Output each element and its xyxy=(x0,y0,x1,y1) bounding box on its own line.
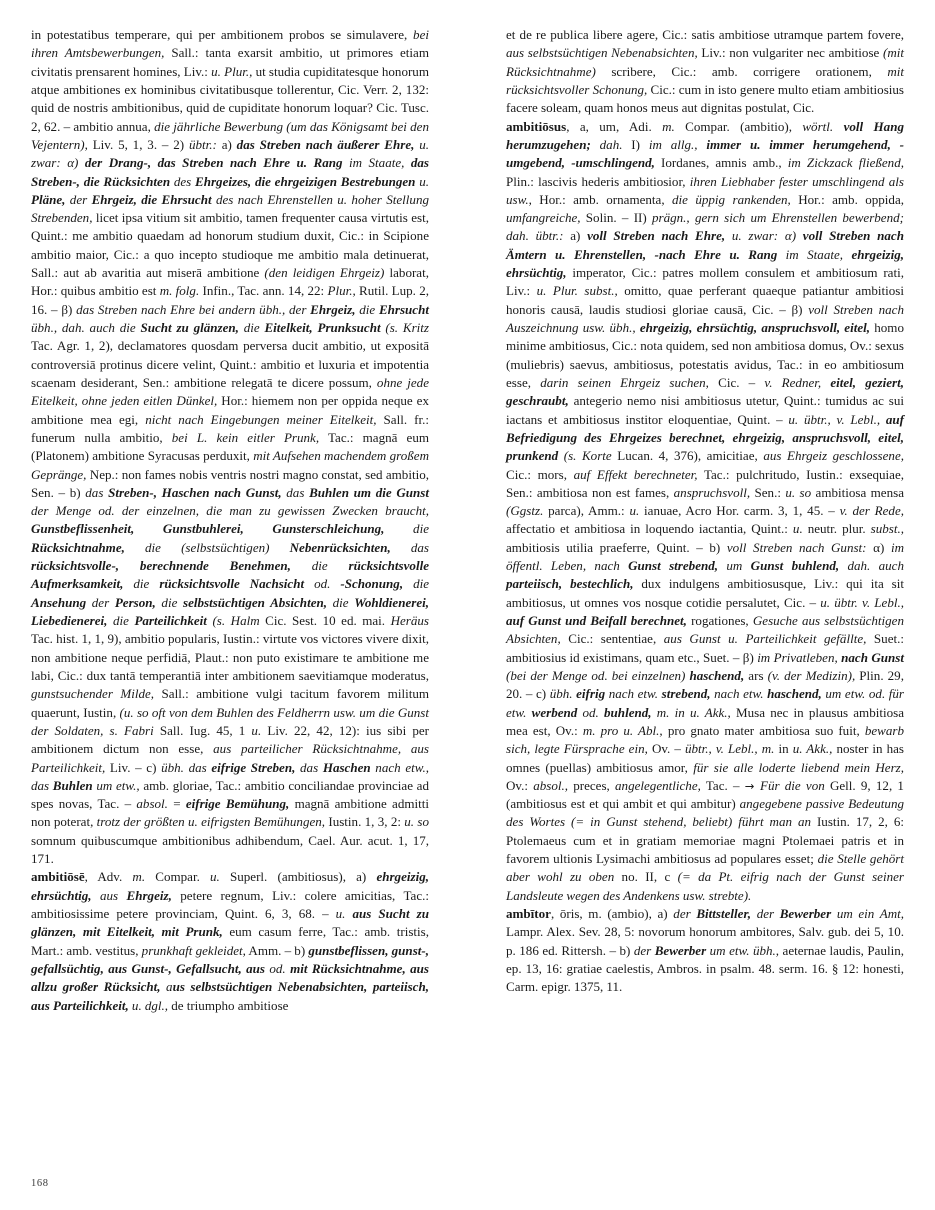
gloss-bold-italic: haschend, xyxy=(689,667,745,683)
gloss-italic: (den leidigen Ehrgeiz) xyxy=(264,265,385,281)
gloss-italic: darin seinen Ehrgeiz suchen, xyxy=(540,374,709,390)
latin-text: Plin. 29, 20. – c) xyxy=(506,667,904,702)
gloss-bold-italic: eifrig xyxy=(576,686,606,702)
gloss-italic: bei L. kein eitler Prunk, xyxy=(171,429,320,445)
latin-text: et de re publica libere agere, Cic.: satis ambitiose utramque partem fovere, xyxy=(506,27,904,42)
latin-text: antegerio nemo nisi ambitiosus utetur, Quint.: tumidus ac sui iactans et ambitiosus institor eloquentiae, Quint. – xyxy=(506,393,904,427)
gloss-italic: u. xyxy=(335,906,353,921)
latin-text: Compar. (ambitio), xyxy=(674,118,803,134)
gloss-italic: Plur., xyxy=(327,283,356,299)
latin-text: in xyxy=(774,741,793,757)
gloss-bold-italic: ehrgeizig, ehrsüchtig, xyxy=(31,869,429,903)
gloss-italic: aus parteilicher Rücksichtnahme, aus Parteilichkeit, xyxy=(31,741,429,775)
latin-text: Lampr. Alex. Sev. 28, 5: novorum honorum ambitores, Salv. gub. dei 5, 10. p. 186 ed. Rittersh. – b) xyxy=(506,924,904,958)
gloss-italic: od. xyxy=(577,704,605,720)
gloss-italic: u. so xyxy=(785,484,812,500)
latin-text: Sen.: xyxy=(750,484,786,500)
latin-text: Iordanes, amnis amb., xyxy=(654,155,788,171)
latin-text: Cic.: mors, xyxy=(506,466,574,482)
gloss-bold-italic: Pläne, xyxy=(31,191,66,207)
gloss-italic: im Staate, xyxy=(342,155,411,171)
gloss-bold-italic: Bewerber xyxy=(654,942,707,958)
gloss-italic: ohne jede Eitelkeit, ohne jeden eitlen Dünkel, xyxy=(31,374,429,409)
gloss-italic: aus selbstsüchtigen Nebenabsichten, xyxy=(506,45,698,61)
gloss-italic: gunstsuchender Milde, xyxy=(31,686,155,702)
gloss-bold-italic: immer u. immer herumgehend, -umgebend, -umschlingend, xyxy=(506,136,904,171)
latin-text: in potestatibus temperare, qui per ambitionem probos se simulavere, xyxy=(31,27,414,42)
latin-text: Cic. Sest. 10 ed. mai. xyxy=(259,613,391,628)
gloss-italic: voll Streben nach Gunst: xyxy=(726,539,867,555)
gloss-italic: um etw. übh., xyxy=(706,942,780,958)
gloss-bold-italic: Bittsteller, xyxy=(696,906,752,921)
gloss-bold-italic: Ehrgeiz, die Ehrsucht xyxy=(91,191,212,207)
gloss-italic: dah. auch xyxy=(839,558,904,574)
gloss-bold-italic: buhlend, xyxy=(604,704,652,720)
gloss-italic: des nach Ehrenstellen u. hoher Stellung Strebenden, xyxy=(31,191,429,226)
latin-text: Sall. Iug. 45, 1 xyxy=(153,722,252,738)
gloss-italic: voll Streben nach Auszeichnung usw. übh., xyxy=(506,301,904,335)
gloss-italic: u. übtr. v. Lebl., xyxy=(820,594,905,610)
entry-headword: ambitiōsus xyxy=(506,118,567,134)
latin-text: , ōris, m. (ambio), a) xyxy=(550,906,674,921)
latin-text: Liv. 5, 1, 3. – 2) xyxy=(87,136,189,152)
gloss-italic: übtr., v. Lebl., m. xyxy=(684,741,775,757)
gloss-italic: m. xyxy=(662,118,675,134)
latin-text: de triumpho ambitiose xyxy=(168,997,289,1013)
latin-text: somnum quibuscumque ambitionibus adhibendum, Cael. Aur. acut. 1, 17, 171. xyxy=(31,832,429,867)
gloss-italic: (s. Halm xyxy=(206,613,260,628)
gloss-italic: nach etw. xyxy=(710,686,768,702)
gloss-bold-italic: voll Streben nach Ehre, xyxy=(587,228,726,244)
gloss-italic: die xyxy=(123,576,160,592)
gloss-italic: für sie alle loderte liebend mein Herz, xyxy=(693,759,904,775)
gloss-italic: im Privatleben, xyxy=(757,649,842,665)
gloss-bold-italic: Buhlen um die Gunst xyxy=(309,484,429,500)
gloss-italic: das xyxy=(85,484,109,500)
gloss-italic: (= da Pt. eifrig nach der Gunst seiner Landsleute wegen des Andenkens usw. strebte). xyxy=(506,869,904,903)
entry-headword: ambītor xyxy=(506,906,551,921)
gloss-bold-italic: ehrgeizig, ehrsüchtig, anspruchsvoll, eitel, xyxy=(639,320,871,335)
gloss-italic: der xyxy=(673,906,697,921)
latin-text: Superl. (ambitiosus), a) xyxy=(219,869,377,885)
gloss-bold-italic: Wohldienerei, Liebedienerei, xyxy=(31,594,430,628)
page-number: 168 xyxy=(31,1178,49,1189)
latin-text: Hor.: amb. ornamenta, xyxy=(531,191,673,207)
gloss-italic: trotz der größten u. eifrigsten Bemühungen, xyxy=(96,814,326,830)
gloss-italic: u. xyxy=(629,503,640,519)
gloss-bold-italic: us selbstsüchtigen Nebenabsichten, parteiisch, aus Parteilichkeit, xyxy=(31,979,429,1013)
gloss-bold-italic: rücksichtsvolle Aufmerksamkeit, xyxy=(31,558,429,592)
gloss-italic: auf Effekt berechneter, xyxy=(573,466,698,482)
gloss-italic: um etw. od. für etw. xyxy=(506,686,905,720)
gloss-italic: der Menge od. der einzelnen, die man zu gewissen Zwecken braucht, xyxy=(31,503,429,519)
gloss-italic: m. xyxy=(132,869,146,885)
gloss-italic: die üppig rankenden, xyxy=(672,191,791,207)
gloss-italic: ihren Liebhaber fester umschlingend als usw., xyxy=(506,173,904,207)
gloss-bold-italic: haschend, xyxy=(767,686,822,702)
gloss-bold-italic: Person, xyxy=(114,594,156,610)
latin-text: Iustin. 17, 2, 6: Ptolemaeus cum et in gratiam memoriae magni Ptolemaei patris et in favorem ultionis Lysimachi ambitiosus ad populares esset; xyxy=(506,814,905,867)
gloss-italic: absol., xyxy=(533,777,568,793)
gloss-italic: u. so xyxy=(404,814,429,830)
gloss-italic: das xyxy=(295,759,323,775)
gloss-italic: im Zickzack fließend, xyxy=(787,155,904,171)
gloss-italic: das xyxy=(281,484,310,500)
latin-text: imperator, Cic.: patres mollem consulem et ambitiosum rati, Liv.: xyxy=(506,265,904,299)
latin-text: noster in has omnes (puellas) ambitiosus amor, xyxy=(506,741,904,775)
latin-text: Hor.: hiemem non per oppida neque ex ambitione mea egi, xyxy=(31,393,429,427)
latin-text: laborat, Hor.: quibus ambitio est xyxy=(31,265,429,299)
gloss-bold-italic: Nebenrücksichten, xyxy=(289,539,391,555)
latin-text: Liv. – c) xyxy=(105,759,162,775)
page-columns xyxy=(31,26,904,1161)
latin-text: Ov.: xyxy=(506,777,534,793)
dictionary-entry xyxy=(506,905,904,997)
gloss-italic: die xyxy=(384,521,429,537)
latin-text: affectatio et ambitiosa in loquendo iactantia, Quint.: xyxy=(506,521,793,537)
gloss-italic: um xyxy=(718,558,751,574)
gloss-italic: des xyxy=(170,173,196,189)
gloss-italic: aus Ehrgeiz geschlossene, xyxy=(763,448,904,464)
latin-text: Compar. xyxy=(145,869,211,885)
gloss-italic: (Ggstz. xyxy=(506,503,544,519)
gloss-italic: a xyxy=(160,979,173,995)
latin-text: Tac. Agr. 1, 2), declamatores quosdam perversa ducit ambitio, ut expositā controversiā protinus dicere velint, Quint.: ambitio et luxuria et impotentia scaenam desiderant, Sen.: ambitione relegatā te dicere possum, xyxy=(31,338,429,390)
gloss-bold-italic: Parteilichkeit xyxy=(134,613,207,628)
gloss-italic: übtr.: xyxy=(188,136,217,152)
gloss-italic: u. zwar: α) xyxy=(725,228,803,244)
gloss-italic: (u. so oft von dem Buhlen des Feldherrn usw. um die Gunst der Soldaten, s. Fabri xyxy=(31,704,429,738)
gloss-bold-italic: Ehrgeiz, xyxy=(126,887,172,903)
gloss-bold-italic: Ehrsucht xyxy=(378,301,429,317)
gloss-bold-italic: ehrgeizig, ehrsüchtig, xyxy=(506,246,904,281)
left-text-column xyxy=(31,26,429,1015)
latin-text: Lucan. 4, 376), amicitiae, xyxy=(611,448,764,464)
latin-text: Suet.: ambitiosius id existimans, quam etc., Suet. – β) xyxy=(506,631,905,665)
latin-text: Sall.: ambitione vulgi tacitum favorem militum quaerunt, Iustin, xyxy=(31,686,429,720)
gloss-italic: die xyxy=(327,594,355,610)
gloss-bold-italic: Ansehung xyxy=(31,594,87,610)
latin-text: Iustin. 1, 3, 2: xyxy=(325,814,405,830)
latin-text: petere regnum, Liv.: colere amicitias, Tac.: ambitiosissime petere provinciam, Quint. 6, 3, 68. – xyxy=(31,887,430,921)
gloss-bold-italic: Ehrgeiz, xyxy=(310,301,356,317)
gloss-italic: v. Redner, xyxy=(764,374,831,390)
gloss-italic: od. xyxy=(264,960,291,976)
gloss-italic: die xyxy=(355,301,379,317)
gloss-italic: um ein Amt, xyxy=(831,906,905,921)
gloss-bold-italic: eifrige Streben, xyxy=(211,759,296,775)
gloss-italic: Für die von xyxy=(759,777,825,793)
gloss-italic: u. zwar: α) xyxy=(31,136,429,171)
gloss-bold-italic: Haschen xyxy=(322,759,371,775)
latin-text: parca), Amm.: xyxy=(543,503,630,519)
latin-text: I) xyxy=(622,136,649,152)
gloss-bold-italic: Ehrgeizes, die ehrgeizigen Bestrebungen xyxy=(195,173,416,189)
gloss-italic: der xyxy=(633,942,655,958)
latin-text: neutr. plur. xyxy=(802,521,871,537)
latin-text: ut studia cupiditatesque honorum atque ambitiones ex hominibus civitatibusque tollerentur, Cic. Verr. 2, 132: quid de nostris ambitionibus, quid de cupiditate honorum loquar? Cic. Tusc. 2, 62. – ambitio annua, xyxy=(31,63,429,134)
gloss-italic: der xyxy=(751,906,780,921)
gloss-italic: wörtl. xyxy=(802,118,834,134)
gloss-italic: im allg., xyxy=(648,136,707,152)
gloss-italic: nicht nach Eingebungen meiner Eitelkeit, xyxy=(145,411,377,427)
latin-text: Plin.: lascivis hederis ambitiosior, xyxy=(506,173,690,189)
gloss-italic: prägn., gern sich um Ehrenstellen bewerbend; dah. übtr.: xyxy=(506,210,904,244)
gloss-italic: u. xyxy=(415,173,429,189)
gloss-italic: die jährliche Bewerbung (um das Königsamt bei den Vejentern), xyxy=(31,118,430,152)
latin-text: Ov. – xyxy=(647,741,685,757)
gloss-italic: mit Aufsehen machendem großem Gepränge, xyxy=(31,448,429,482)
gloss-bold-italic: der Drang-, das Streben nach Ehre u. Rang xyxy=(84,155,343,171)
gloss-bold-italic: Rücksichtnahme, xyxy=(31,539,125,555)
gloss-italic: m. pro u. Abl., xyxy=(582,722,663,738)
gloss-italic: aus Gunst u. Parteilichkeit gefällte, xyxy=(663,631,867,647)
latin-text: licet ipsa vitium sit ambitio, tamen frequenter causa virtutis est, Quint.: me ambitio quaedam ad honorum studium duxit, Cic.: in Scipione ambitio maior, Cic.: a quo incepto studioque me ambitio mala detinuerat, Sall.: aut ab avaritia aut miserā ambitione xyxy=(31,210,429,281)
latin-text: no. II, c xyxy=(614,869,678,885)
gloss-italic: (v. der Medizin), xyxy=(767,667,856,683)
latin-text: Liv.: non vulgariter nec ambitiose xyxy=(697,45,883,61)
gloss-bold-italic: mit Rücksichtnahme, aus allzu großer Rücksicht, xyxy=(31,960,429,995)
gloss-italic: (mit Rücksichtnahme) xyxy=(506,45,905,79)
latin-text: , a, um, Adi. xyxy=(566,118,663,134)
gloss-italic: Gesuche aus selbstsüchtigen Absichten, xyxy=(506,613,904,647)
gloss-italic: der xyxy=(65,191,92,207)
gloss-bold-italic: das Streben-, die Rücksichten xyxy=(31,155,429,189)
gloss-bold-italic: parteiisch, bestechlich, xyxy=(506,576,634,592)
gloss-italic: u. Akk., xyxy=(792,741,833,757)
dictionary-entry xyxy=(31,868,429,1015)
latin-text: ars xyxy=(744,667,768,683)
latin-text: ambitiosis utilia praeferre, Quint. – b) xyxy=(506,539,727,555)
gloss-bold-italic: Gunst strebend, xyxy=(628,558,719,574)
gloss-bold-italic: werbend xyxy=(531,704,578,720)
gloss-italic: u. Plur. subst., xyxy=(536,283,618,299)
gloss-italic: u. xyxy=(792,521,803,537)
latin-text: , Adv. xyxy=(84,869,133,885)
gloss-bold-italic: eitel, geziert, geschraubt, xyxy=(506,374,904,409)
latin-text: Solin. – II) xyxy=(580,210,652,226)
latin-text: Cic. – xyxy=(708,374,765,390)
gloss-italic: die xyxy=(290,558,349,574)
latin-text: ianuae, Acro Hor. carm. 3, 1, 45. – xyxy=(639,503,840,519)
entry-continuation xyxy=(506,26,904,118)
latin-text: omitto, quae perferant quaeque patiantur ambitiosi honoris causā, laudis studiosi gloriae causā, Cic. – β) xyxy=(506,283,904,317)
latin-text: Liv. 22, 42, 12): ius sibi per ambitionem dictum non esse, xyxy=(31,722,429,757)
latin-text: eum casum ferre, Tac.: amb. tristis, Mart.: amb. vestitus, xyxy=(31,924,429,958)
gloss-bold-italic: aus Sucht zu glänzen, mit Eitelkeit, mit Prunk, xyxy=(31,906,429,940)
latin-text: Tac. – xyxy=(700,777,745,793)
latin-text: aeternae laudis, Paulin, ep. 13, 16: gratiae caelestis, Ambros. in psalm. 48. serm. 16. § 12: honesti, Carm. epigr. 1375, 11. xyxy=(506,942,905,995)
gloss-bold-italic: das Streben nach äußerer Ehre, xyxy=(236,136,415,152)
latin-text xyxy=(833,119,843,134)
gloss-bold-italic: nach Gunst xyxy=(841,649,905,665)
gloss-bold-italic: Gunstbeflissenheit, Gunstbuhlerei, Gunsterschleichung, xyxy=(31,521,385,537)
gloss-italic: u. übtr., v. Lebl., xyxy=(788,411,886,427)
latin-text: Cic.: cum in isto genere multo etiam ambitiosius facere soleam, quam honos meus aut dignitas postulat, Cic. xyxy=(506,81,904,116)
latin-text: Tac.: magnā eum (Platonem) ambitione Syracusas perduxit, xyxy=(31,429,429,464)
gloss-bold-italic: voll Hang herumzugehen; xyxy=(506,118,904,152)
gloss-bold-italic: -Schonung, xyxy=(340,576,404,592)
latin-text: ambitiosa mensa xyxy=(811,484,904,500)
latin-text: homo minime ambitiosus, Cic.: nota quidem, sed non ambitiosa domus, Ov.: sexus (muliebris) saevus, ambitiosus, potestatis avidus, Tac.: in eo ambitiosum esse, xyxy=(506,320,904,390)
gloss-italic: mit rücksichtsvoller Schonung, xyxy=(506,63,904,97)
gloss-italic: angegebene passive Bedeutung des Wortes (= in Gunst stehend, beliebt) führt man an xyxy=(506,796,904,830)
entry-continuation xyxy=(31,26,429,868)
gloss-italic: aus xyxy=(91,887,127,903)
latin-text: = xyxy=(167,796,186,812)
gloss-bold-italic: Buhlen xyxy=(52,777,93,793)
right-text-column xyxy=(506,26,904,997)
gloss-bold-italic: Sucht zu glänzen, xyxy=(140,320,239,335)
gloss-bold-italic: rücksichtsvolle-, berechnende Benehmen, xyxy=(31,558,291,574)
gloss-bold-italic: Bewerber xyxy=(779,906,832,921)
latin-text: scribere, Cic.: amb. corrigere orationem, xyxy=(595,63,888,79)
latin-text: a) xyxy=(216,136,237,152)
gloss-bold-italic: Gunst buhlend, xyxy=(750,558,840,574)
gloss-italic: anspruchsvoll, xyxy=(673,484,751,500)
gloss-italic: u. xyxy=(251,722,262,738)
gloss-italic: v. der Rede, xyxy=(839,503,905,519)
gloss-italic: die (selbstsüchtigen) xyxy=(124,539,290,555)
gloss-italic: bewarb sich, legte Fürsprache ein, xyxy=(506,722,904,757)
gloss-bold-italic: Streben-, Haschen nach Gunst, xyxy=(108,484,282,500)
gloss-bold-italic: Eitelkeit, Prunksucht xyxy=(264,320,381,335)
gloss-italic: bei ihren Amtsbewerbungen, xyxy=(31,27,429,61)
gloss-italic: m. folg. xyxy=(159,283,200,299)
gloss-italic: dah. xyxy=(590,136,623,152)
latin-text: Cic.: sententiae, xyxy=(560,631,664,647)
dictionary-entry xyxy=(506,118,904,905)
gloss-bold-italic: strebend, xyxy=(661,686,711,702)
latin-text: Musa nec in plausus ambitiosa mea est, Ov.: xyxy=(506,704,904,738)
gloss-italic: das xyxy=(390,539,429,555)
latin-text: Nep.: non fames nobis ventris nostri magno constat, sed ambitio, Sen. – b) xyxy=(31,466,429,500)
gloss-bold-italic: rücksichtsvolle Nachsicht xyxy=(159,576,305,592)
latin-text: preces, xyxy=(568,777,616,793)
gloss-italic: m. in u. Akk., xyxy=(651,704,731,720)
entry-headword: ambitiōsē xyxy=(31,869,85,885)
gloss-italic: od. xyxy=(304,576,341,592)
gloss-italic: übh. das xyxy=(161,759,212,775)
latin-text: Tac. hist. 1, 1, 9), ambitio popularis, Iustin.: virtute vos victores vivere dixit, non ambitione neque perfidiā, Plaut.: non puto existimare te ambitione me labi, Cic.: dux tantā temperantiā inter ambitionem saevitiamque moderatus, xyxy=(31,631,429,683)
latin-text: Hor.: amb. oppida, xyxy=(790,191,905,207)
gloss-italic: prunkhaft gekleidet, xyxy=(141,942,246,958)
gloss-italic: nach etw. xyxy=(605,686,662,702)
latin-text: α) xyxy=(866,539,891,555)
gloss-bold-italic: voll Streben nach Ämtern u. Ehrenstellen, -nach Ehre u. Rang xyxy=(506,228,904,262)
latin-text: rogationes, xyxy=(686,613,753,628)
latin-text: Rutil. Lup. 2, 16. – β) xyxy=(31,283,429,317)
gloss-italic: (s. Kritz xyxy=(380,320,429,335)
latin-text: Sall.: tanta exarsit ambitio, ut primores etiam civitatis prensarent homines, Liv.: xyxy=(31,45,429,79)
latin-text: amb. gloriae, Tac.: ambitio conciliandae provinciae ad spes novas, Tac. – xyxy=(31,777,429,812)
gloss-italic: (bei der Menge od. bei einzelnen) xyxy=(506,667,690,683)
gloss-bold-italic: auf Gunst und Beifall berechnet, xyxy=(506,613,687,628)
gloss-italic: übh., dah. auch die xyxy=(31,320,141,335)
arrow-icon: → xyxy=(744,778,760,793)
gloss-italic: Heräus xyxy=(390,613,430,628)
gloss-italic: absol. xyxy=(136,796,168,812)
gloss-bold-italic: eifrige Bemühung, xyxy=(185,796,290,812)
latin-text: Amm. – b) xyxy=(245,942,309,958)
gloss-italic: die xyxy=(238,320,265,335)
gloss-italic: der xyxy=(86,594,115,610)
gloss-italic: angelegentliche, xyxy=(615,777,701,793)
latin-text: dux indulgens ambitiosusque, Liv.: qui ita sit ambitiosus, ut omnes vos nosque cotidie persalutet, Cic. – xyxy=(506,576,904,610)
gloss-italic: u. Plur., xyxy=(211,63,253,79)
gloss-bold-italic: selbstsüchtigen Absichten, xyxy=(183,594,328,610)
gloss-italic: das Streben nach Ehre bei andern übh., der xyxy=(76,301,311,317)
gloss-bold-italic: auf Befriedigung des Ehrgeizes berechnet, ehrgeizig, anspruchsvoll, eitel, prunkend xyxy=(506,411,904,464)
gloss-italic: subst., xyxy=(870,521,904,537)
gloss-italic: die xyxy=(403,576,430,592)
latin-text: Tac.: pulchritudo, Iustin.: exsequiae, Sen.: ambitiosa non est fames, xyxy=(506,466,905,500)
latin-text: magnā ambitione admitti non poterat, xyxy=(31,796,429,830)
gloss-italic: um etw., xyxy=(92,777,140,793)
gloss-italic: umfangreiche, xyxy=(506,210,581,226)
latin-text: pro gnato mater ambitiosa suo fuit, xyxy=(662,722,865,738)
gloss-italic: u. dgl., xyxy=(128,997,169,1013)
gloss-bold-italic: gunstbeflissen, gunst-, gefallsüchtig, aus Gunst-, Gefallsucht, aus xyxy=(31,942,429,976)
gloss-italic: übh. xyxy=(549,686,577,702)
gloss-italic: u. xyxy=(210,869,220,885)
gloss-italic: im Staate, xyxy=(777,246,852,262)
latin-text: a) xyxy=(563,228,588,244)
gloss-italic: die xyxy=(107,613,135,628)
latin-text: Infin., Tac. ann. 14, 22: xyxy=(199,283,328,299)
gloss-italic: die Stelle gehört aber wohl zu oben xyxy=(506,851,904,885)
latin-text: Sall. fr.: funerum nulla ambitio, xyxy=(31,411,429,445)
gloss-italic: (s. Korte xyxy=(558,448,612,464)
gloss-italic: im öffentl. Leben, nach xyxy=(506,539,905,574)
latin-text: Gell. 9, 12, 1 (ambitiosus est et qui ambit et qui ambitur) xyxy=(506,777,904,812)
gloss-italic: nach etw., das xyxy=(31,759,429,793)
gloss-italic: die xyxy=(155,594,184,610)
